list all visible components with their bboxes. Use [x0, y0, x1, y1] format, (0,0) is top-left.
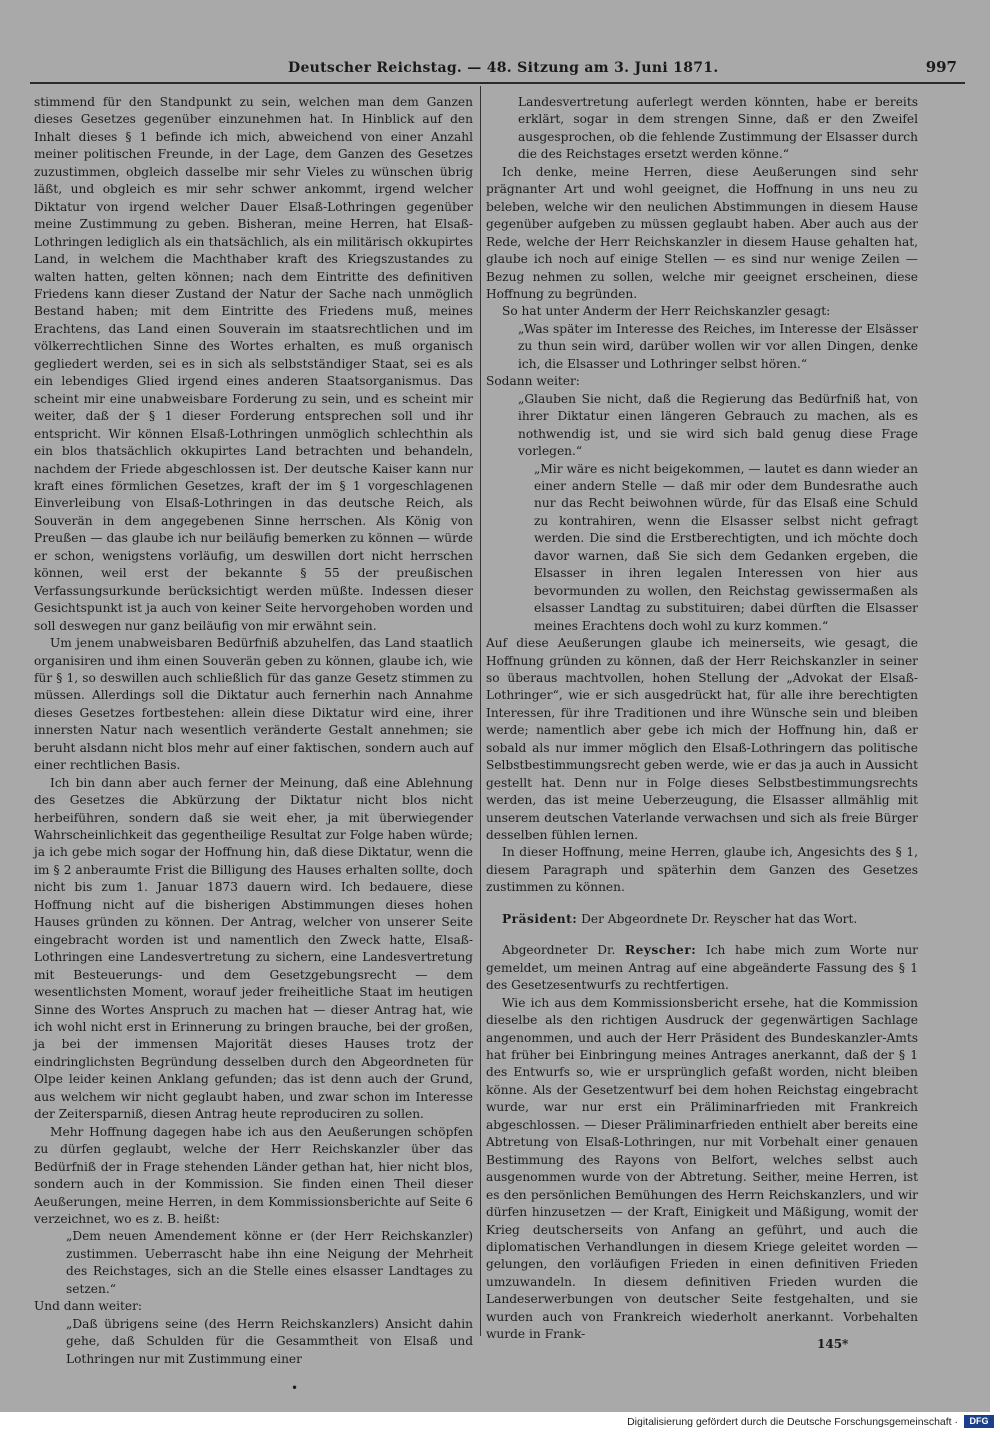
signature-mark: 145*	[817, 1337, 849, 1351]
column-divider	[480, 86, 481, 1336]
paragraph: In dieser Hoffnung, meine Herren, glaube ich, Angesichts des § 1, diesem Paragraph und späterhin dem Ganzen des Gesetzes zustimmen zu können.	[486, 845, 918, 895]
paragraph: Ich denke, meine Herren, diese Aeußerungen sind sehr prägnanter Art und wohl geeignet, die Hoffnung in uns neu zu beleben, welche wir den neulichen Abstimmungen in diesem Hause gegenüber aufgeben zu müssen geglaubt haben. Aber auch aus der Rede, welche der Herr Reichskanzler in diesem Hause gehalten hat, glaube ich noch auf einige Stellen — es sind nur wenige Zeilen — Bezug nehmen zu sollen, welche mir geeignet erscheinen, diese Hoffnung zu begründen.	[486, 164, 918, 301]
paragraph: So hat unter Anderm der Herr Reichskanzler gesagt:	[502, 304, 831, 319]
paragraph: Auf diese Aeußerungen glaube ich meinerseits, wie gesagt, die Hoffnung gründen zu können, daß der Herr Reichskanzler in seiner so überaus machtvollen, hohen Stellung der „Advokat der Elsaß-Lothringer“, wie er sich ausgedrückt hat, für alle ihre berechtigten Interessen, für ihre Traditionen und ihre Wünsche sein und bleiben werde; namentlich aber gebe ich mich der Hoffnung hin, daß er sobald als nur immer möglich den Elsaß-Lothringern das politische Selbstbestimmungsrecht geben werde, wie er das ja auch in Aussicht gestellt hat. Denn nur in Folge dieses Selbstbestimmungsrechts werden, das ist meine Ueberzeugung, die Elsasser allmählig mit unserem deutschen Vaterlande verwachsen und sich als freie Bürger desselben fühlen lernen.	[486, 636, 918, 843]
paragraph: Und dann weiter:	[34, 1299, 143, 1314]
dfg-logo: DFG	[964, 1415, 994, 1428]
stray-mark: •	[291, 1381, 299, 1395]
speaker-prefix: Abgeordneter Dr.	[502, 943, 616, 958]
quotation: Landesvertretung auferlegt werden könnten, habe er bereits erklärt, sogar in dem strengen Sinne, daß er den Zweifel ausgesprochen, ob die fehlende Zustimmung der Elsasser durch die des Reichstages ersetzt werden könne.“	[518, 95, 918, 162]
running-title: Deutscher Reichstag. — 48. Sitzung am 3. Juni 1871.	[288, 60, 719, 76]
statement-text: Ich habe mich zum Worte nur gemeldet, um meinen Antrag auf eine abgeänderte Fassung des § 1 des Gesetzesentwurfs zu rechtfertigen.	[486, 943, 919, 993]
speaker-president: Präsident:	[502, 911, 578, 926]
paragraph: Um jenem unabweisbaren Bedürfniß abzuhelfen, das Land staatlich organisiren und ihm einen Souverän geben zu können, glaube ich, wie für § 1, so deswillen auch schließlich für das ganze Gesetz stimmen zu müssen. Allerdings soll die Diktatur auch fernerhin nach Annahme dieses Gesetzes fortbestehen: allein diese Diktatur wird eine, ihrer innersten Natur nach wesentlich veränderte Gestalt annehmen; sie beruht alsdann nicht blos mehr auf einer faktischen, sondern auch auf einer rechtlichen Basis.	[34, 636, 473, 773]
paragraph: Ich bin dann aber auch ferner der Meinung, daß eine Ablehnung des Gesetzes die Abkürzung der Diktatur nicht blos nicht herbeiführen, sondern daß sie weit eher, ja mit überwiegender Wahrscheinlichkeit das gegentheilige Resultat zur Folge haben würde; ja ich gebe mich sogar der Hoffnung hin, daß diese Diktatur, wenn die im § 2 anberaumte Frist die Billigung des Hauses erhalten sollte, doch nicht bis zum 1. Januar 1873 dauern wird. Ich bedauere, diese Hoffnung nicht auf die bisherigen Abstimmungen dieses hohen Hauses gründen zu können. Der Antrag, welcher von unserer Seite eingebracht worden ist und namentlich den Zweck hatte, Elsaß-Lothringen eine Landesvertretung zu sichern, eine Landesvertretung mit Besteuerungs- und dem Gesetzgebungsrecht — dem wesentlichsten Moment, worauf jeder freiheitliche Staat im heutigen Sinne des Wortes Anspruch zu machen hat — dieser Antrag hat, wie ich wohl nicht erst in Erinnerung zu bringen brauche, bei der großen, ja bei der immensen Majorität dieses Hauses trotz der eindringlichsten Begründung desselben durch den Abgeordneten für Olpe leider keinen Anklang gefunden; das ist denn auch der Grund, aus welchem wir nicht geglaubt haben, und zwar schon im Interesse der Zeitersparniß, diesen Antrag heute reproduciren zu sollen.	[34, 775, 473, 1122]
speaker-name: Reyscher:	[624, 943, 697, 958]
page-header	[30, 58, 965, 82]
quotation: „Mir wäre es nicht beigekommen, — lautet es dann wieder an einer andern Stelle — daß mir oder dem Bundesrathe auch nur das Recht beiwohnen würde, für das Elsaß eine Schuld zu kontrahiren, wenn die Elsasser selbst nicht gefragt werden. Die sind die Erstberechtigten, und ich möchte doch davor warnen, daß Sie sich dem Gedanken ergeben, die Elsasser in ihren legalen Interessen von hier aus bevormunden zu wollen, den Reichstag gewissermaßen als elsasser Landtag zu substituiren; dabei dürften die Elsasser meines Erachtens doch wohl zu kurz kommen.“	[534, 461, 918, 633]
quotation: „Daß übrigens seine (des Herrn Reichskanzlers) Ansicht dahin gehe, daß Schulden für die Gesammtheit von Elsaß und Lothringen nur mit Zustimmung einer	[66, 1316, 473, 1366]
header-rule	[30, 82, 965, 84]
left-column	[34, 94, 473, 1368]
quotation: „Was später im Interesse des Reiches, im Interesse der Elsässer zu thun sein wird, darüber wollen wir vor allen Dingen, denke ich, die Elsasser und Lothringer selbst hören.“	[518, 321, 918, 371]
president-statement	[486, 911, 918, 928]
paragraph: stimmend für den Standpunkt zu sein, welchen man dem Ganzen dieses Gesetzes gegenüber einzunehmen hat. In Hinblick auf den Inhalt dieses § 1 befinde ich mich, abweichend von einer Anzahl meiner politischen Freunde, in der Lage, dem Ganzen des Gesetzes zuzustimmen, obgleich dasselbe mir sehr Vieles zu wünschen übrig läßt, und obgleich es mir sehr schwer ankommt, irgend welcher Diktatur von irgend welcher Dauer Elsaß-Lothringen gegenüber meine Zustimmung zu geben. Bisheran, meine Herren, hat Elsaß-Lothringen lediglich als ein thatsächlich, als ein militärisch okkupirtes Land, in welchem die Machthaber kraft des Kriegszustandes zu walten hatten, gelten können; nach dem Eintritte des definitiven Friedens kann dieser Zustand der Natur der Sache nach unmöglich Bestand haben; mit dem Eintritte des Friedens muß, meines Erachtens, das Land einen Souverain im staatsrechtlichen und im völkerrechtlichen Sinne des Wortes erhalten, es muß organisch gegliedert werden, sei es in sich als selbstständiger Staat, sei es als ein lebendiges Glied irgend eines anderen Staatsorganismus. Das scheint mir eine unabweisbare Forderung zu sein, und es scheint mir weiter, daß der § 1 dieser Forderung entsprechen soll und ihr entspricht. Wir können Elsaß-Lothringen unmöglich schlechthin als ein blos thatsächlich okkupirtes Land betrachten und behandeln, nachdem der Friede abgeschlossen ist. Der deutsche Kaiser kann nur kraft eines förmlichen Gesetzes, kraft der im § 1 vorgeschlagenen Einverleibung von Elsaß-Lothringen in das deutsche Reich, als Souverän in dem angegebenen Sinne herrschen. Als König von Preußen — das glaube ich nur beiläufig bemerken zu können — würde er schon, wenigstens vorläufig, um deswillen dort nicht herrschen können, weil erst der bekannte § 55 der preußischen Verfassungsurkunde berücksichtigt werden müßte. Indessen dieser Gesichtspunkt ist ja auch von keiner Seite hervorgehoben worden und soll deswegen nur ganz beiläufig von mir erwähnt sein.	[34, 95, 473, 633]
paragraph: Wie ich aus dem Kommissionsbericht ersehe, hat die Kommission dieselbe als den richtigen Ausdruck der gegenwärtigen Sachlage angenommen, und auch der Herr Präsident des Bundeskanzler-Amts hat früher bei Einbringung meines Antrages anerkannt, daß der § 1 des Entwurfs so, wie er ursprünglich gefaßt worden, nicht bleiben könne. Als der Gesetzentwurf bei dem hohen Reichstag eingebracht wurde, war nur erst ein Präliminarfrieden mit Frankreich abgeschlossen. — Dieser Präliminarfrieden enthielt aber bereits eine Abtretung von Elsaß-Lothringen, nur mit Vorbehalt einer genauen Bestimmung des Rayons von Belfort, welches selbst auch ausgenommen wurde von der Abtretung. Seither, meine Herren, ist es den persönlichen Bemühungen des Herrn Reichskanzlers, und wir dürfen hinzusetzen — der Kraft, Einigkeit und Mäßigung, womit der Krieg deutscherseits von Anfang an geführt, und auch die diplomatischen Verhandlungen in diesem Kriege geleitet worden — gelungen, den vorläufigen Frieden in einen definitiven Frieden umzuwandeln. In diesem definitiven Frieden wurden die Landeserwerbungen von deutscher Seite festgehalten, und sie wurden auch von Frankreich wiederholt anerkannt. Vorbehalten wurde in Frank-	[486, 995, 918, 1342]
quotation: „Dem neuen Amendement könne er (der Herr Reichskanzler) zustimmen. Ueberrascht habe ihn eine Neigung der Mehrheit des Reichstages, sich an die Stelle eines elsasser Landtages zu setzen.“	[66, 1229, 473, 1296]
right-column	[486, 94, 918, 1344]
statement-text: Der Abgeordnete Dr. Reyscher hat das Wort.	[581, 911, 858, 926]
paragraph: Sodann weiter:	[486, 374, 580, 389]
page-number: 997	[925, 58, 957, 76]
footer	[0, 1412, 1000, 1432]
paragraph: Mehr Hoffnung dagegen habe ich aus den Aeußerungen schöpfen zu dürfen geglaubt, welche der Herr Reichskanzler über das Bedürfniß der in Frage stehenden Länder gethan hat, hier nicht blos, sondern auch in der Kommission. Sie finden einen Theil dieser Aeußerungen, meine Herren, in dem Kommissionsberichte auf Seite 6 verzeichnet, wo es z. B. heißt:	[34, 1124, 473, 1226]
deputy-statement	[486, 942, 918, 994]
funding-credit: Digitalisierung gefördert durch die Deutsche Forschungsgemeinschaft ·	[627, 1416, 958, 1428]
quotation: „Glauben Sie nicht, daß die Regierung das Bedürfniß hat, von ihrer Diktatur einen längeren Gebrauch zu machen, als es nothwendig ist, und sie wird sich bald genug diese Frage vorlegen.“	[518, 391, 918, 459]
